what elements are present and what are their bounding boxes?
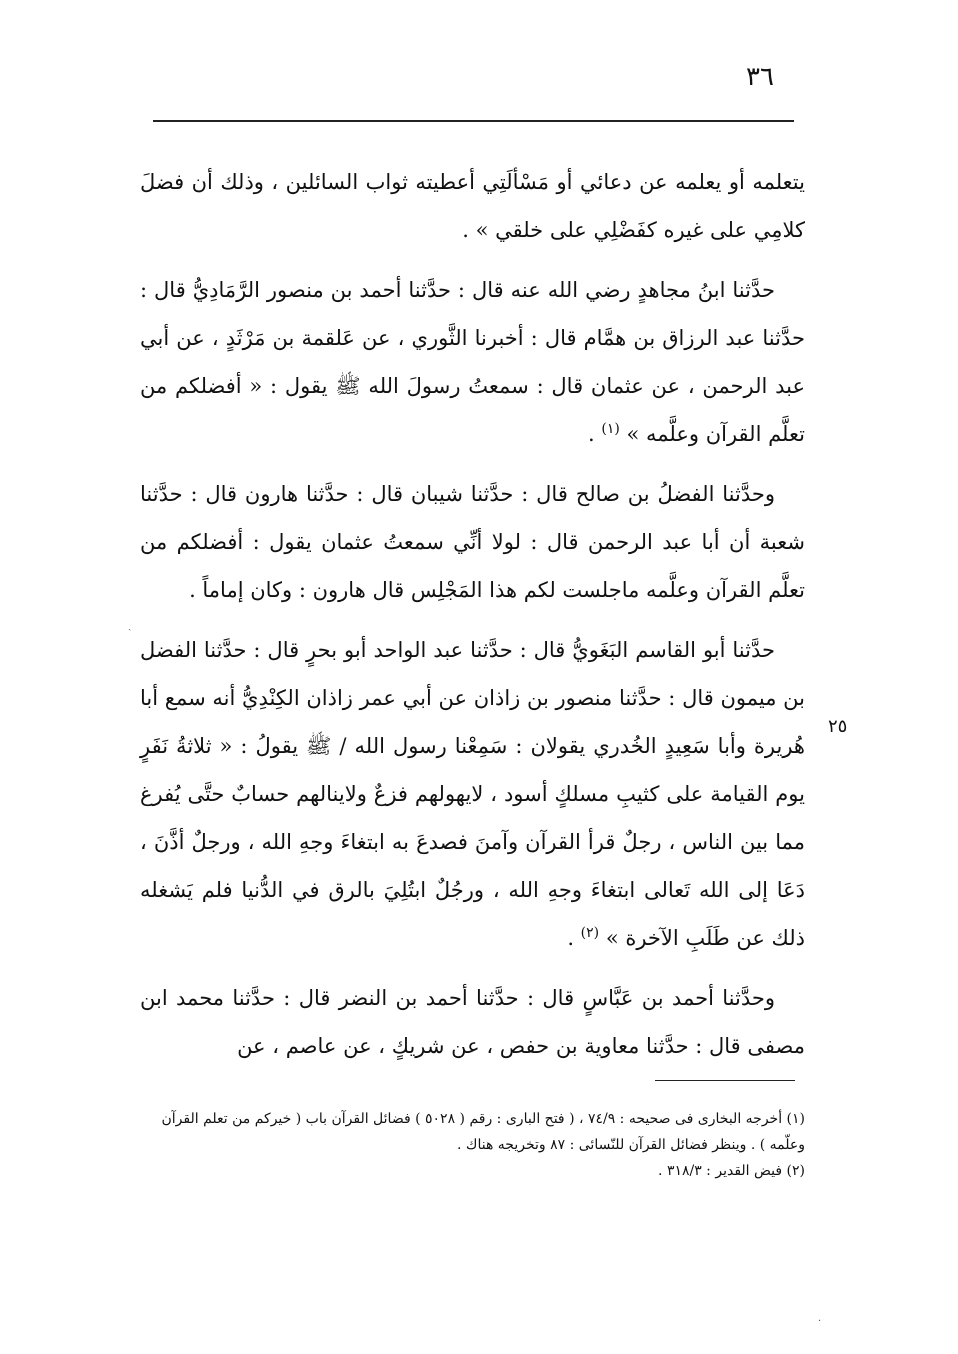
- body-text: [140, 158, 805, 1082]
- paragraph-4: [140, 626, 805, 962]
- paragraph-2: [140, 266, 805, 458]
- footnote-2: (٢) فيض القدير : ٣١٨/٣ .: [658, 1163, 805, 1179]
- paragraph-4-text: حدَّثنا أبو القاسم البَغَويُّ قال : حدَّثنا عبد الواحد أبو بحرٍ قال : حدَّثنا الفضل بن ميمون قال : حدَّثنا منصور بن زاذان عن أبي عمر زاذان الكِنْدِيُّ أنه سمع أبا هُريرة وأبا سَعِيدٍ الخُدري يقولان : سَمِعْنا رسول الله / ﷺ يقولُ : « ثلاثةُ نَفَرٍ يوم القيامة على كثيبِ مسلكٍ أسود ، لايهولهم فزعٌ ولاينالهم حسابٌ حتَّى يُفرغ مما بين الناس ، رجلٌ قرأ القرآن وآمنَ فصدعَ به ابتغاءَ وجهِ الله ، ورجلٌ أذَّنَ ، دَعَا إلى الله تَعالى ابتغاءَ وجهِ الله ، ورجُلٌ ابتُلِيَ بالرق في الدُّنيا فلم يَشغله ذلك عن طَلَبِ الآخرة »: [140, 638, 805, 950]
- paragraph-1-text: يتعلمه أو يعلمه عن دعائي أو مَسْألَتِي أعطيته ثواب السائلين ، وذلك أن فضلَ كلامِي على غيره كفَضْلِي على خلقي » .: [140, 170, 805, 242]
- stray-mark-b: ·: [818, 1316, 822, 1327]
- header-rule: [153, 120, 794, 122]
- paragraph-5-text: وحدَّثنا أحمد بن عَبَّاسٍ قال : حدَّثنا أحمد بن النضر قال : حدَّثنا محمد ابن مصفى قال : حدَّثنا معاوية بن حفص ، عن شريكٍ ، عن عاصم ، عن: [140, 986, 805, 1058]
- stray-mark-a: ˎ: [128, 620, 132, 631]
- footnotes: [140, 1106, 805, 1184]
- paragraph-4-tail: .: [567, 926, 581, 950]
- paragraph-2-text: حدَّثنا ابنُ مجاهدٍ رضي الله عنه قال : حدَّثنا أحمد بن منصور الرَّمَادِيُّ قال : حدَّثنا عبد الرزاق بن همَّام قال : أخبرنا الثَّوري ، عن عَلقمة بن مَرْثَدٍ ، عن أبي عبد الرحمن ، عن عثمان قال : سمعتُ رسولَ الله ﷺ يقول : « أفضلكم من تعلَّم القرآن وعلَّمه »: [140, 278, 805, 446]
- paragraph-5: [140, 974, 805, 1070]
- footnote-ref-2[interactable]: (٢): [580, 925, 600, 941]
- paragraph-3-text: وحدَّثنا الفضلُ بن صالح قال : حدَّثنا شيبان قال : حدَّثنا هارون قال : حدَّثنا شعبة أن أبا عبد الرحمن قال : لولا أنِّي سمعتُ عثمان يقول : أفضلكم من تعلَّم القرآن وعلَّمه ماجلست لكم هذا المَجْلِس قال هارون : وكان إماماً .: [140, 482, 805, 602]
- footnote-ref-1[interactable]: (١): [601, 421, 620, 437]
- paragraph-3: [140, 470, 805, 614]
- paragraph-1: [140, 158, 805, 254]
- paragraph-2-tail: .: [587, 422, 602, 446]
- footnote-1: (١) أخرجه البخارى فى صحيحه : ٧٤/٩ ، ( فتح البارى : رقم ( ٥٠٢٨ ) فضائل القرآن باب ( خيركم من تعلم القرآن وعلّمه ) . وينظر فضائل القرآن للنّسائى : ٨٧ وتخريجه هناك .: [161, 1111, 805, 1153]
- page-number: ٣٦: [746, 62, 774, 92]
- footnote-rule: [655, 1080, 795, 1081]
- line-number-marker: ٢٥: [828, 716, 848, 737]
